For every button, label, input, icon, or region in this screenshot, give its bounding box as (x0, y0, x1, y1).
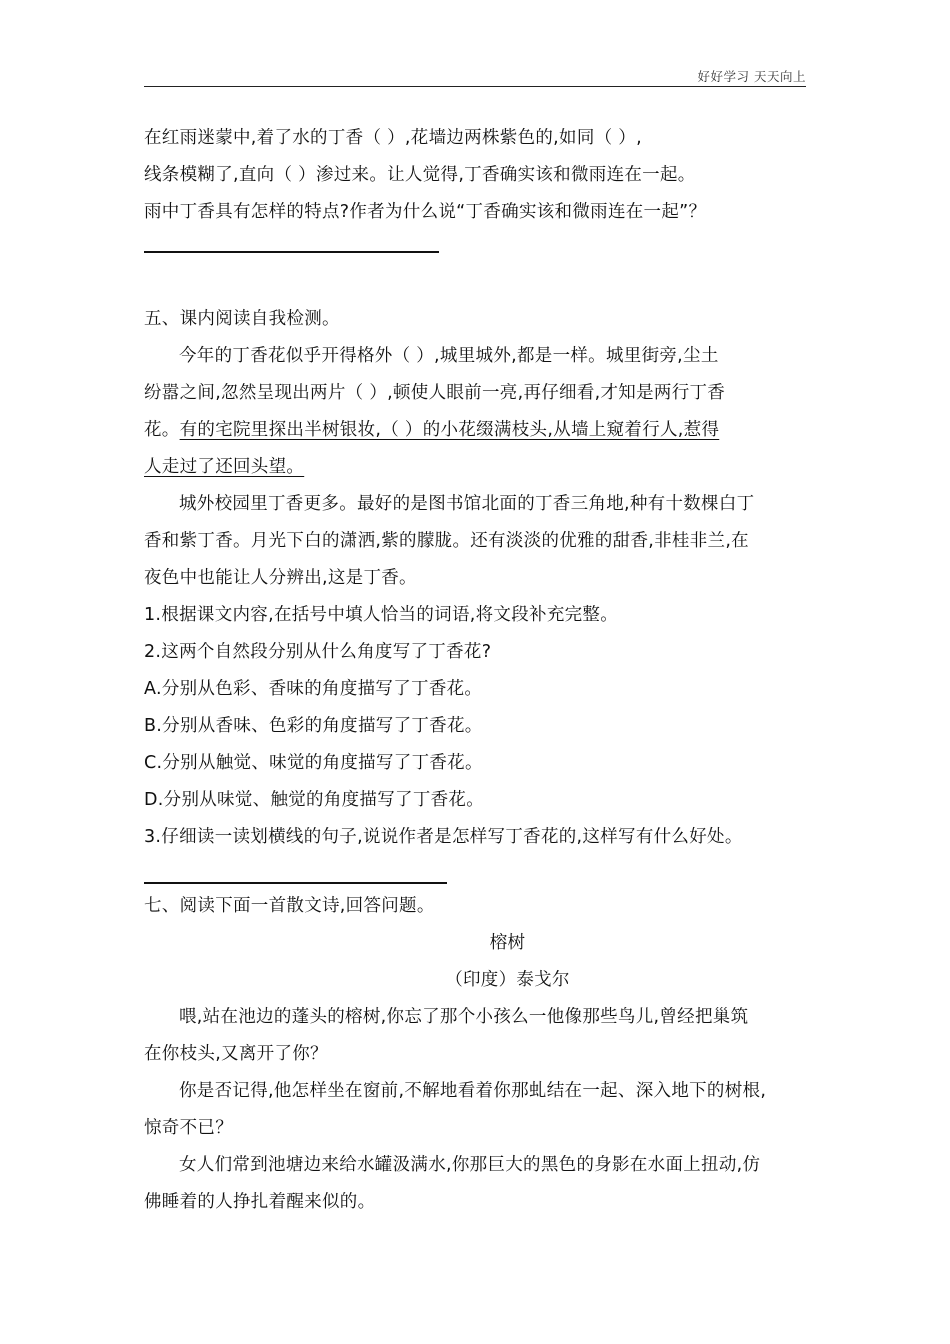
paragraph-line: 夜色中也能让人分辨出,这是丁香。 (144, 568, 417, 588)
section4-question: 雨中丁香具有怎样的特点?作者为什么说“丁香确实该和微雨连在一起”？ (144, 202, 707, 222)
section5-paragraph-1 (144, 338, 809, 486)
poem-stanza-3 (144, 1147, 809, 1221)
poem-stanza-1 (144, 999, 809, 1073)
option-a: A.分别从色彩、香味的角度描写了丁香花。 (144, 679, 483, 699)
section4-line-2: 线条模糊了,直向（ ）渗过来。让人觉得,丁香确实该和微雨连在一起。 (144, 165, 696, 185)
paragraph-line (144, 449, 809, 486)
paragraph-line: 城外校园里丁香更多。最好的是图书馆北面的丁香三角地,种有十数棵白丁 (179, 494, 755, 514)
paragraph-text: 花。 (144, 420, 180, 440)
document-body (144, 120, 809, 1221)
option-c: C.分别从触觉、味觉的角度描写了丁香花。 (144, 753, 483, 773)
option-d: D.分别从味觉、触觉的角度描写了丁香花。 (144, 790, 485, 810)
question-1: 1.根据课文内容,在括号中填人恰当的词语,将文段补充完整。 (144, 605, 619, 625)
paragraph-line (144, 412, 809, 449)
paragraph-line: 纷嚣之间,忽然呈现出两片（ ）,顿使人眼前一亮,再仔细看,才知是两行丁香 (144, 383, 726, 403)
poem-line: 女人们常到池塘边来给水罐汲满水,你那巨大的黑色的身影在水面上扭动,仿 (179, 1155, 761, 1175)
section5-paragraph-2 (144, 486, 809, 597)
paragraph-line: 香和紫丁香。月光下白的潇洒,紫的朦胧。还有淡淡的优雅的甜香,非桂非兰,在 (144, 531, 749, 551)
poem-author: （印度）泰戈尔 (445, 970, 570, 990)
poem-line: 在你枝头,又离开了你？ (144, 1044, 328, 1064)
page-header-motto: 好好学习 天天向上 (697, 69, 806, 84)
poem-stanza-2 (144, 1073, 809, 1147)
poem-line: 佛睡着的人挣扎着醒来似的。 (144, 1192, 376, 1212)
question-2: 2.这两个自然段分别从什么角度写了丁香花? (144, 642, 492, 662)
underlined-sentence: 有的宅院里探出半树银妆,（ ）的小花缀满枝头,从墙上窥着行人,惹得 (179, 420, 720, 440)
poem-line: 你是否记得,他怎样坐在窗前,不解地看着你那虬结在一起、深入地下的树根, (179, 1081, 767, 1101)
poem-line: 喂,站在池边的蓬头的榕树,你忘了那个小孩么一他像那些鸟儿,曾经把巢筑 (179, 1007, 749, 1027)
poem-title: 榕树 (489, 933, 526, 953)
question-3: 3.仔细读一读划横线的句子,说说作者是怎样写丁香花的,这样写有什么好处。 (144, 827, 743, 847)
section4-passage (144, 120, 809, 231)
poem-line: 惊奇不已？ (144, 1118, 233, 1138)
paragraph-line: 今年的丁香花似乎开得格外（ ）,城里城外,都是一样。城里街旁,尘土 (179, 346, 719, 366)
underlined-sentence: 人走过了还回头望。 (144, 457, 305, 477)
option-b: B.分别从香味、色彩的角度描写了丁香花。 (144, 716, 483, 736)
section4-line-1: 在红雨迷蒙中,着了水的丁香（ ）,花墙边两株紫色的,如同（ ）, (144, 128, 642, 148)
section5-title: 五、课内阅读自我检测。 (144, 309, 340, 329)
header-divider (144, 86, 806, 87)
section7-title: 七、阅读下面一首散文诗,回答问题。 (144, 896, 435, 916)
